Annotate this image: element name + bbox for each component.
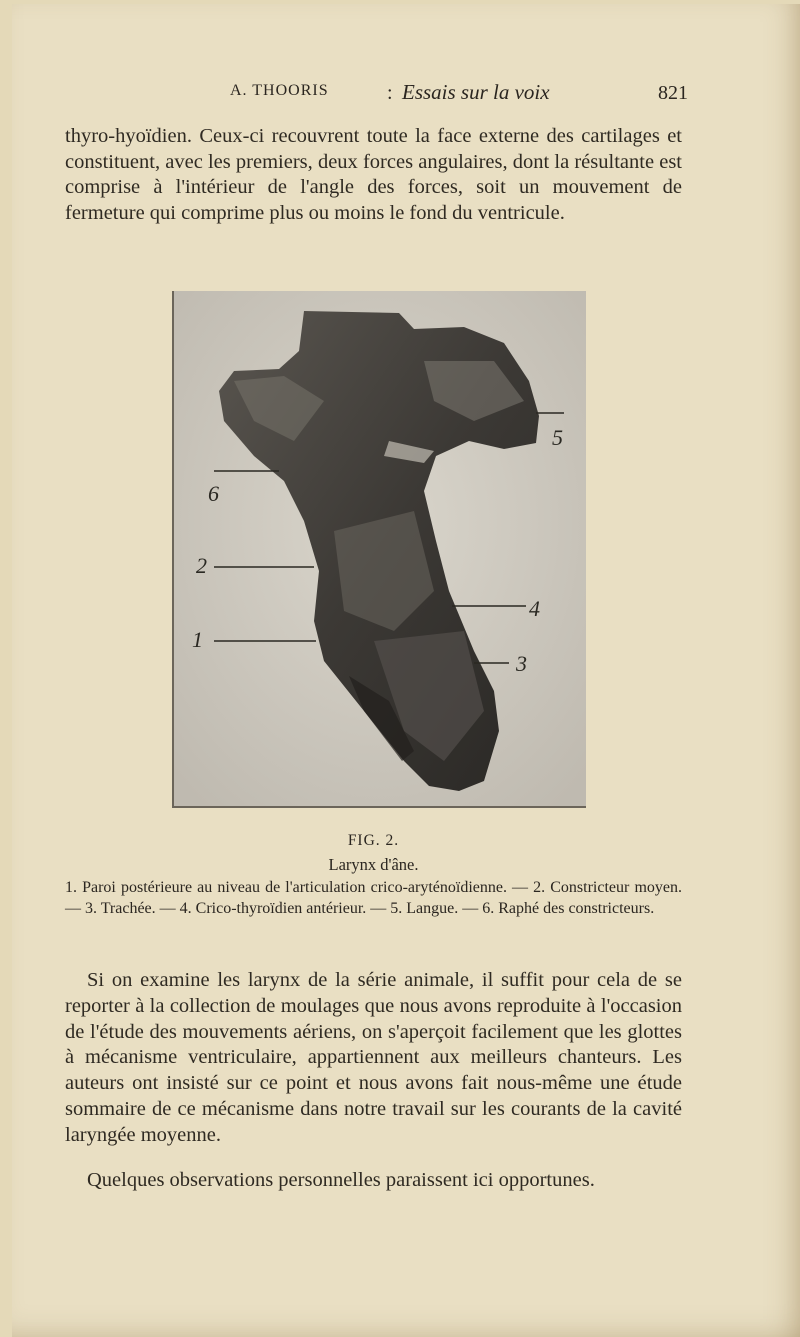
running-head — [65, 82, 691, 106]
book-page — [12, 4, 800, 1337]
page-number: 821 — [658, 82, 688, 104]
intro-paragraph: thyro-hyoïdien. Ceux-ci recouvrent toute la face externe des cartilages et constituent, avec les premiers, deux forces angulaires, dont la résultante est comprise à l'intérieur de l'angle des forces, soit un mouvement de fermeture qui comprime plus ou moins le fond du ventricule. — [65, 125, 682, 224]
series-paragraph: Si on examine les larynx de la série animale, il suffit pour cela de se reporter à la collection de moulages que nous avons reproduite à l'occasion de l'étude des mouvements aériens, on s'aperçoit facilement que les glottes à mécanisme ventriculaire, appartiennent aux meilleurs chanteurs. Les auteurs ont insisté sur ce point et nous avons fait nous-même une étude sommaire de ce mécanisme dans notre travail sur les courants de la cavité laryngée moyenne. — [65, 969, 682, 1146]
figure-label-6: 6 — [208, 481, 219, 506]
larynx-photograph — [174, 291, 586, 806]
running-head-separator: : — [387, 82, 393, 104]
observations-paragraph: Quelques observations personnelles paraissent ici opportunes. — [87, 1169, 595, 1191]
running-head-author: A. THOORIS — [230, 82, 329, 99]
figure-label-3: 3 — [516, 651, 527, 676]
figure-label-4: 4 — [529, 596, 540, 621]
figure-label-5: 5 — [552, 425, 563, 450]
figure-caption-subtitle: Larynx d'âne. — [328, 855, 419, 874]
figure-caption-title: FIG. 2. — [347, 832, 400, 849]
figure-caption-legend: 1. Paroi postérieure au niveau de l'articulation crico-aryténoïdienne. — 2. Constricteur moyen. — 3. Trachée. — 4. Crico-thyroïdien antérieur. — 5. Langue. — 6. Raphé des constricteurs. — [65, 879, 682, 917]
running-head-title: Essais sur la voix — [402, 80, 550, 104]
figure-label-1: 1 — [192, 627, 203, 652]
larynx-figure — [172, 291, 586, 808]
figure-label-2: 2 — [196, 553, 207, 578]
